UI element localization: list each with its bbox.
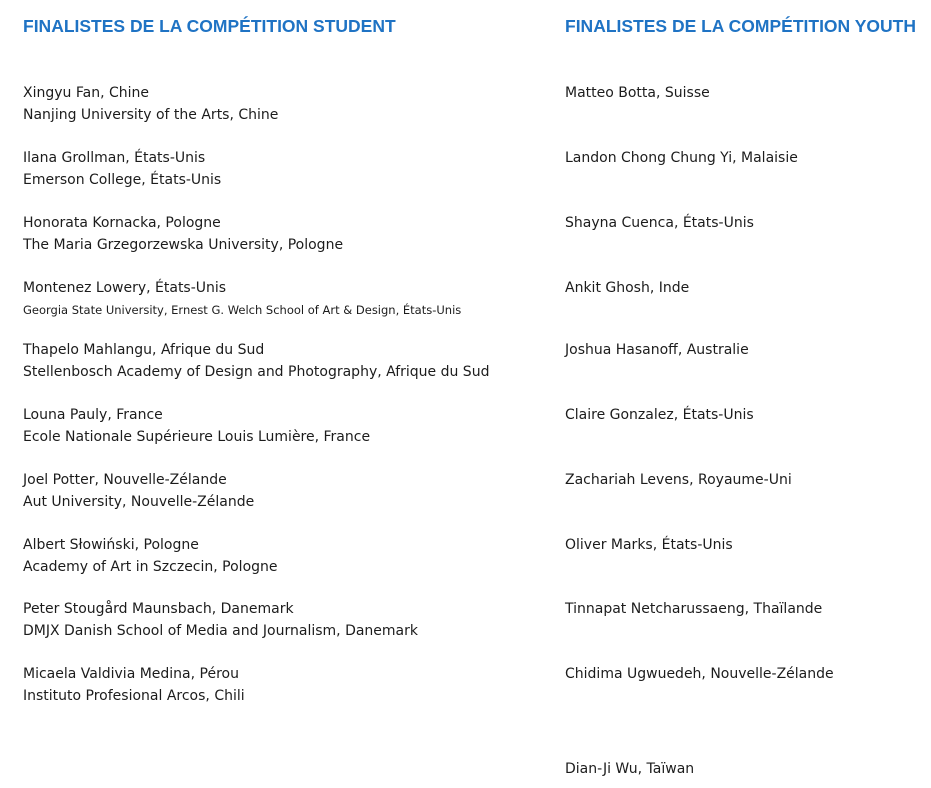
finalist-name: Peter Stougård Maunsbach, Danemark [23,601,294,617]
youth-competition-heading: FINALISTES DE LA COMPÉTITION YOUTH [565,16,916,36]
student-finalist-entry [23,598,418,642]
finalist-school: Aut University, Nouvelle-Zélande [23,494,255,510]
finalist-school: Academy of Art in Szczecin, Pologne [23,559,278,575]
finalist-name: Montenez Lowery, États-Unis [23,280,227,296]
finalist-name: Joel Potter, Nouvelle-Zélande [23,472,227,488]
finalist-school: Stellenbosch Academy of Design and Photography, Afrique du Sud [23,364,490,380]
student-competition-heading: FINALISTES DE LA COMPÉTITION STUDENT [23,16,396,36]
finalist-school: Emerson College, États-Unis [23,172,222,188]
youth-finalist-entry: Claire Gonzalez, États-Unis [565,407,754,423]
finalist-school: The Maria Grzegorzewska University, Pologne [23,237,344,253]
youth-finalist-entry: Dian-Ji Wu, Taïwan [565,761,695,777]
youth-finalist-entry: Shayna Cuenca, États-Unis [565,215,754,231]
youth-finalist-entry: Landon Chong Chung Yi, Malaisie [565,150,798,166]
finalist-school: Instituto Profesional Arcos, Chili [23,688,245,704]
finalist-school: Ecole Nationale Supérieure Louis Lumière, France [23,429,371,445]
finalist-name: Albert Słowiński, Pologne [23,537,199,553]
youth-finalist-entry: Matteo Botta, Suisse [565,85,710,101]
student-finalist-entry [23,663,245,707]
finalist-name: Micaela Valdivia Medina, Pérou [23,666,239,682]
finalist-name: Xingyu Fan, Chine [23,85,149,101]
youth-finalist-entry: Tinnapat Netcharussaeng, Thaïlande [565,601,823,617]
finalist-name: Louna Pauly, France [23,407,163,423]
student-finalist-entry [23,212,343,256]
youth-finalist-entry: Ankit Ghosh, Inde [565,280,690,296]
student-finalist-entry [23,469,254,513]
finalist-school: Georgia State University, Ernest G. Welch School of Art & Design, États-Unis [23,303,462,317]
student-finalist-entry [23,147,221,191]
youth-finalist-entry: Joshua Hasanoff, Australie [565,342,749,358]
finalist-name: Honorata Kornacka, Pologne [23,215,221,231]
student-finalist-entry [23,404,370,448]
youth-finalist-entry: Oliver Marks, États-Unis [565,537,733,553]
youth-finalist-entry: Chidima Ugwuedeh, Nouvelle-Zélande [565,666,834,682]
finalist-school: Nanjing University of the Arts, Chine [23,107,279,123]
finalist-name: Ilana Grollman, États-Unis [23,150,206,166]
youth-finalist-entry: Zachariah Levens, Royaume-Uni [565,472,792,488]
student-finalist-entry [23,339,489,383]
finalist-school: DMJX Danish School of Media and Journalism, Danemark [23,623,418,639]
student-finalist-entry [23,277,461,321]
student-finalist-entry [23,82,278,126]
finalist-name: Thapelo Mahlangu, Afrique du Sud [23,342,265,358]
student-finalist-entry [23,534,278,578]
